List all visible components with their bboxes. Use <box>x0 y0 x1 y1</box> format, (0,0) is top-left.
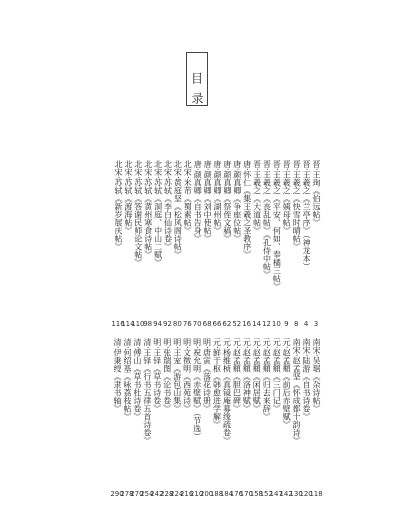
toc-entry-page: 216 <box>179 490 194 498</box>
toc-entry-title: 唐·颜真卿《湖州帖》 <box>213 160 222 235</box>
toc-entry-title: 明·文徵明《西苑诗》 <box>182 338 192 413</box>
toc-entry-page: 16 <box>242 320 252 328</box>
toc-entry-page: 142 <box>279 490 293 498</box>
toc-entry-page: 68 <box>202 320 212 328</box>
toc-entry-page: 224 <box>170 490 184 498</box>
toc-entry-page: 3 <box>313 320 319 328</box>
toc-entry-page: 10 <box>271 320 281 328</box>
toc-entry-title: 元·赵孟頫《三门记》 <box>272 338 282 413</box>
toc-entry-title: 明·祝允明《赤壁赋》（节选） <box>192 338 202 441</box>
toc-entry-page: 8 <box>293 320 299 328</box>
toc-entry-page: 4 <box>303 320 309 328</box>
toc-entry-page: 210 <box>189 490 204 498</box>
toc-entry-page: 120 <box>299 490 313 498</box>
toc-entry-page: 242 <box>150 490 164 498</box>
toc-entry-title: 北宋·米芾《蜀素帖》 <box>183 160 193 235</box>
toc-entry-title: 明·王铎《草书诗卷》 <box>152 338 162 413</box>
toc-entry-title: 清·伊秉绶《隶书轴》 <box>113 338 122 413</box>
toc-entry-page: 12 <box>262 320 271 328</box>
toc-entry-title: 北宋·苏轼《黄州寒食诗帖》 <box>143 160 153 259</box>
toc-entry-page: 254 <box>140 490 154 498</box>
toc-entry-title: 明·王宠《游包山集》 <box>172 338 182 413</box>
toc-entry-page: 52 <box>232 320 242 328</box>
toc-entry-title: 晋·王珣《伯远帖》 <box>312 160 321 227</box>
toc-entry-page: 92 <box>163 320 172 328</box>
toc-entry-page: 176 <box>229 490 244 498</box>
toc-entry-title: 北宋·苏轼《洞庭、中山二赋》 <box>153 160 163 267</box>
toc-entry-title: 晋·王羲之《平安、何如、奉橘三帖》 <box>272 160 282 291</box>
toc-entry-page: 76 <box>182 320 192 328</box>
toc-entry-title: 元·赵孟頫《闲居赋》 <box>252 338 262 413</box>
toc-entry-title: 元·赵孟頫《归去来辞》 <box>262 338 272 421</box>
toc-entry-title: 晋·王羲之《兰亭序》（神龙本） <box>302 160 312 271</box>
toc-entry-page: 147 <box>269 490 283 498</box>
toc-entry-page: 114 <box>121 320 135 328</box>
toc-entry-title: 元·赵孟頫《前后赤壁赋》 <box>282 338 292 429</box>
toc-entry-page: 14 <box>252 320 262 328</box>
toc-entry-page: 62 <box>222 320 232 328</box>
toc-entry-page: 9 <box>284 320 289 328</box>
toc-entry-page: 80 <box>172 320 182 328</box>
toc-entry-title: 北宋·苏轼《渡海帖》 <box>123 160 133 235</box>
toc-entry-title: 清·傅山《草书杜诗卷》 <box>132 338 142 421</box>
toc-entry-title: 北宋·苏轼《新岁展庆帖》 <box>114 160 123 251</box>
toc-entry-title: 明·唐寅《落花诗册》 <box>202 338 212 413</box>
toc-entry-page: 158 <box>249 490 263 498</box>
toc-entry-page: 188 <box>209 490 224 498</box>
toc-title: 目 <box>189 72 204 86</box>
toc-entry-title: 北宋·苏轼《李白仙诗卷》 <box>163 160 173 251</box>
toc-entry-title: 晋·王羲之《大道帖》 <box>252 160 262 235</box>
toc-entry-title: 唐·颜真卿《祭侄文稿》 <box>222 160 232 243</box>
toc-entry-title: 元·赵孟頫《胆巴碑》 <box>232 338 242 413</box>
toc-entry-page: 152 <box>259 490 273 498</box>
toc-entry-title: 晋·王羲之《快雪时晴帖》 <box>292 160 302 251</box>
toc-entry-page: 278 <box>120 490 134 498</box>
toc-entry-page: 118 <box>309 490 323 498</box>
toc-entry-title: 明·张瑞图《论书卷》 <box>162 338 172 413</box>
toc-entry-title: 清·王铎《行书五律五首诗卷》 <box>142 338 152 445</box>
toc-entry-page: 200 <box>199 490 214 498</box>
toc-entry-page: 130 <box>289 490 303 498</box>
toc-entry-title: 晋·王羲之《姨母帖》 <box>282 160 292 235</box>
toc-entry-page: 170 <box>239 490 254 498</box>
toc-entry-page: 184 <box>219 490 234 498</box>
toc-entry-title: 元·赵孟頫《洛神赋》 <box>242 338 252 413</box>
toc-entry-title: 唐·颜真卿《争座位帖》 <box>232 160 242 243</box>
toc-entry-title: 元·杨维桢《真镜庵募缘疏卷》 <box>222 338 232 445</box>
toc-title-second: 录 <box>190 92 204 104</box>
toc-entry-page: 110 <box>131 320 145 328</box>
toc-entry-title: 元·鲜于枢《韩愈进学解》 <box>212 338 222 429</box>
toc-entry-page: 270 <box>130 490 144 498</box>
toc-entry-title: 唐·颜真卿《自书告身》 <box>193 160 203 243</box>
toc-entry-page: 290 <box>110 490 124 498</box>
toc-entry-page: 116 <box>111 320 125 328</box>
toc-entry-page: 98 <box>143 320 153 328</box>
toc-entry-title: 南宋·吴琚《杂诗帖》 <box>312 338 321 413</box>
toc-entry-title: 唐·颜真卿《刘中使帖》 <box>203 160 213 243</box>
toc-entry-title: 北宋·苏轼《答谢民师论文帖》 <box>133 160 143 267</box>
toc-entry-title: 唐·怀仁《集王羲之圣教序》 <box>242 160 252 259</box>
toc-entry-page: 66 <box>212 320 222 328</box>
toc-entry-page: 94 <box>153 320 163 328</box>
toc-entry-title: 晋·王羲之《丧乱帖》《孔侍中帖》 <box>262 160 272 279</box>
toc-entry-title: 清·何绍基《咏荔枝帖》 <box>122 338 132 421</box>
toc-entry-title: 南宋·陆游《自书诗卷》 <box>302 338 312 421</box>
toc-entry-page: 70 <box>192 320 202 328</box>
toc-entry-page: 228 <box>160 490 174 498</box>
toc-entry-title: 南宋·赵孟坚《怀成都十韵诗》 <box>292 338 302 445</box>
toc-entry-title: 北宋·黄庭坚《松风阁诗帖》 <box>173 160 183 259</box>
